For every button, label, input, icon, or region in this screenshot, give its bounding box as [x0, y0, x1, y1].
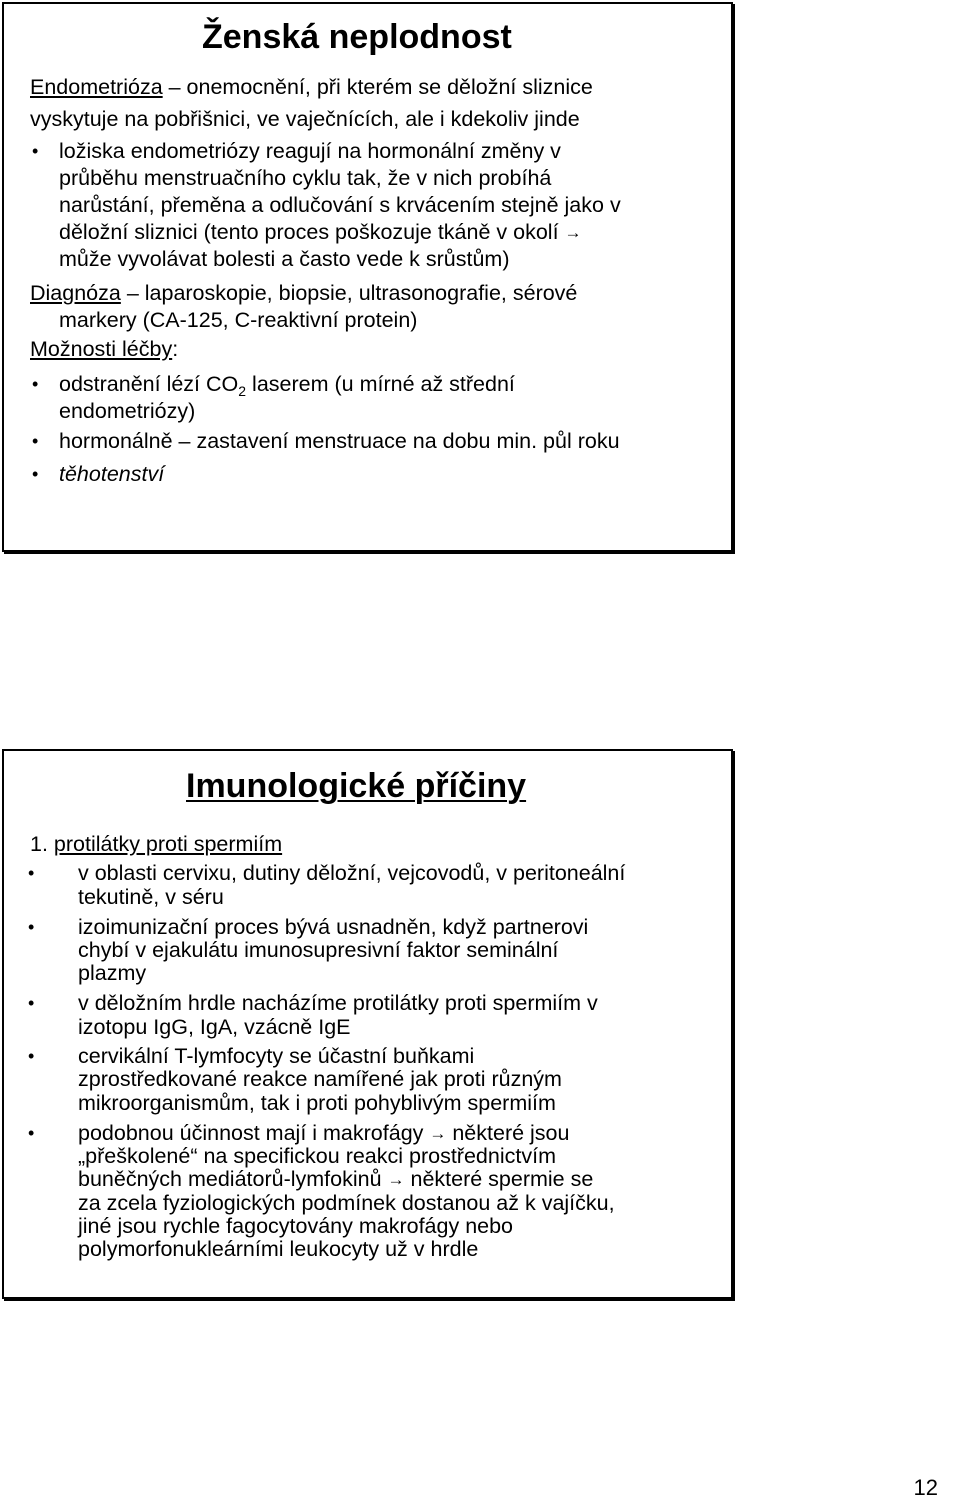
bullet-line: polymorfonukleárními leukocyty už v hrdle [78, 1237, 479, 1261]
section-heading [30, 832, 282, 856]
slide-title: Ženská neplodnost [202, 18, 512, 56]
bullet-line: „přeškolené“ na specifickou reakci prostřednictvím [78, 1144, 556, 1168]
treatment-item-1 [59, 372, 515, 399]
treatment-heading [30, 337, 178, 361]
bullet-dot: • [32, 431, 39, 451]
arrow-right-icon: → [564, 223, 582, 242]
intro-line-1 [30, 75, 593, 99]
bullet-line-text: děložní sliznici (tento proces poškozuje tkáně v okolí [59, 220, 559, 244]
bullet-line: narůstání, přeměna a odlučování s krvácením stejně jako v [59, 193, 621, 217]
bullet-line: ložiska endometriózy reagují na hormonální změny v [59, 139, 561, 163]
bullet-text: buněčných mediátorů-lymfokinů [78, 1167, 388, 1191]
term-diagnoza: Diagnóza [30, 281, 121, 305]
arrow-right-icon: → [429, 1124, 447, 1143]
bullet-line: plazmy [78, 961, 147, 985]
slide-zenska-neplodnost [2, 2, 733, 552]
bullet-line: chybí v ejakulátu imunosupresivní faktor seminální [78, 938, 559, 962]
bullet-dot: • [32, 374, 39, 394]
treatment-item-2: hormonálně – zastavení menstruace na dobu min. půl roku [59, 429, 620, 453]
slide-imunologicke-priciny [2, 749, 733, 1299]
bullet-line: cervikální T-lymfocyty se účastní buňkami [78, 1044, 475, 1068]
bullet-line: tekutině, v séru [78, 885, 224, 909]
bullet-line [59, 220, 582, 246]
treatment-item-1-line-2: endometriózy) [59, 399, 196, 423]
bullet-line: jiné jsou rychle fagocytovány makrofágy nebo [78, 1214, 514, 1238]
treatment-1-b: laserem (u mírné až střední [246, 372, 515, 396]
diagnosis-line-1 [30, 281, 577, 305]
bullet-line: může vyvolávat bolesti a často vede k srůstům) [59, 247, 510, 271]
bullet-dot: • [32, 464, 39, 484]
slide-title: Imunologické příčiny [186, 767, 527, 805]
section-title: protilátky proti spermiím [53, 832, 283, 856]
term-endometrioza: Endometrióza [30, 75, 163, 99]
bullet-line: zprostředkované reakce namířené jak proti různým [78, 1067, 562, 1091]
bullet-dot: • [32, 141, 39, 161]
bullet-line: průběhu menstruačního cyklu tak, že v nich probíhá [59, 166, 552, 190]
bullet-dot: • [28, 863, 35, 883]
bullet-line: v oblasti cervixu, dutiny děložní, vejcovodů, v peritoneální [78, 861, 626, 885]
bullet-dot: • [28, 1123, 35, 1143]
section-number: 1. [30, 832, 54, 856]
treatment-1-a: odstranění lézí CO [59, 372, 239, 396]
bullet-text: některé spermie se [404, 1167, 594, 1191]
bullet-line [78, 1167, 593, 1193]
arrow-right-icon: → [387, 1170, 405, 1189]
treatment-colon: : [172, 337, 179, 361]
intro-text-1: – onemocnění, při kterém se děložní sliznice [162, 75, 593, 99]
bullet-dot: • [28, 917, 35, 937]
intro-line-2: vyskytuje na pobřišnici, ve vaječnících, ale i kdekoliv jinde [30, 107, 580, 131]
bullet-line: izotopu IgG, IgA, vzácně IgE [78, 1015, 351, 1039]
bullet-dot: • [28, 993, 35, 1013]
subscript-2: 2 [238, 383, 247, 399]
diagnosis-text-1: – laparoskopie, biopsie, ultrasonografie, sérové [120, 281, 578, 305]
bullet-text: podobnou účinnost mají i makrofágy [78, 1121, 430, 1145]
bullet-dot: • [28, 1046, 35, 1066]
bullet-line: izoimunizační proces bývá usnadněn, když partnerovi [78, 915, 589, 939]
bullet-line: za zcela fyziologických podmínek dostanou až k vajíčku, [78, 1191, 615, 1215]
diagnosis-line-2: markery (CA-125, C-reaktivní protein) [59, 308, 418, 332]
treatment-item-3: těhotenství [59, 462, 165, 486]
term-moznosti-lecby: Možnosti léčby [30, 337, 173, 361]
bullet-line: mikroorganismům, tak i proti pohyblivým spermiím [78, 1091, 556, 1115]
bullet-line: v děložním hrdle nacházíme protilátky proti spermiím v [78, 991, 598, 1015]
page-number: 12 [913, 1475, 938, 1500]
bullet-text: některé jsou [446, 1121, 570, 1145]
